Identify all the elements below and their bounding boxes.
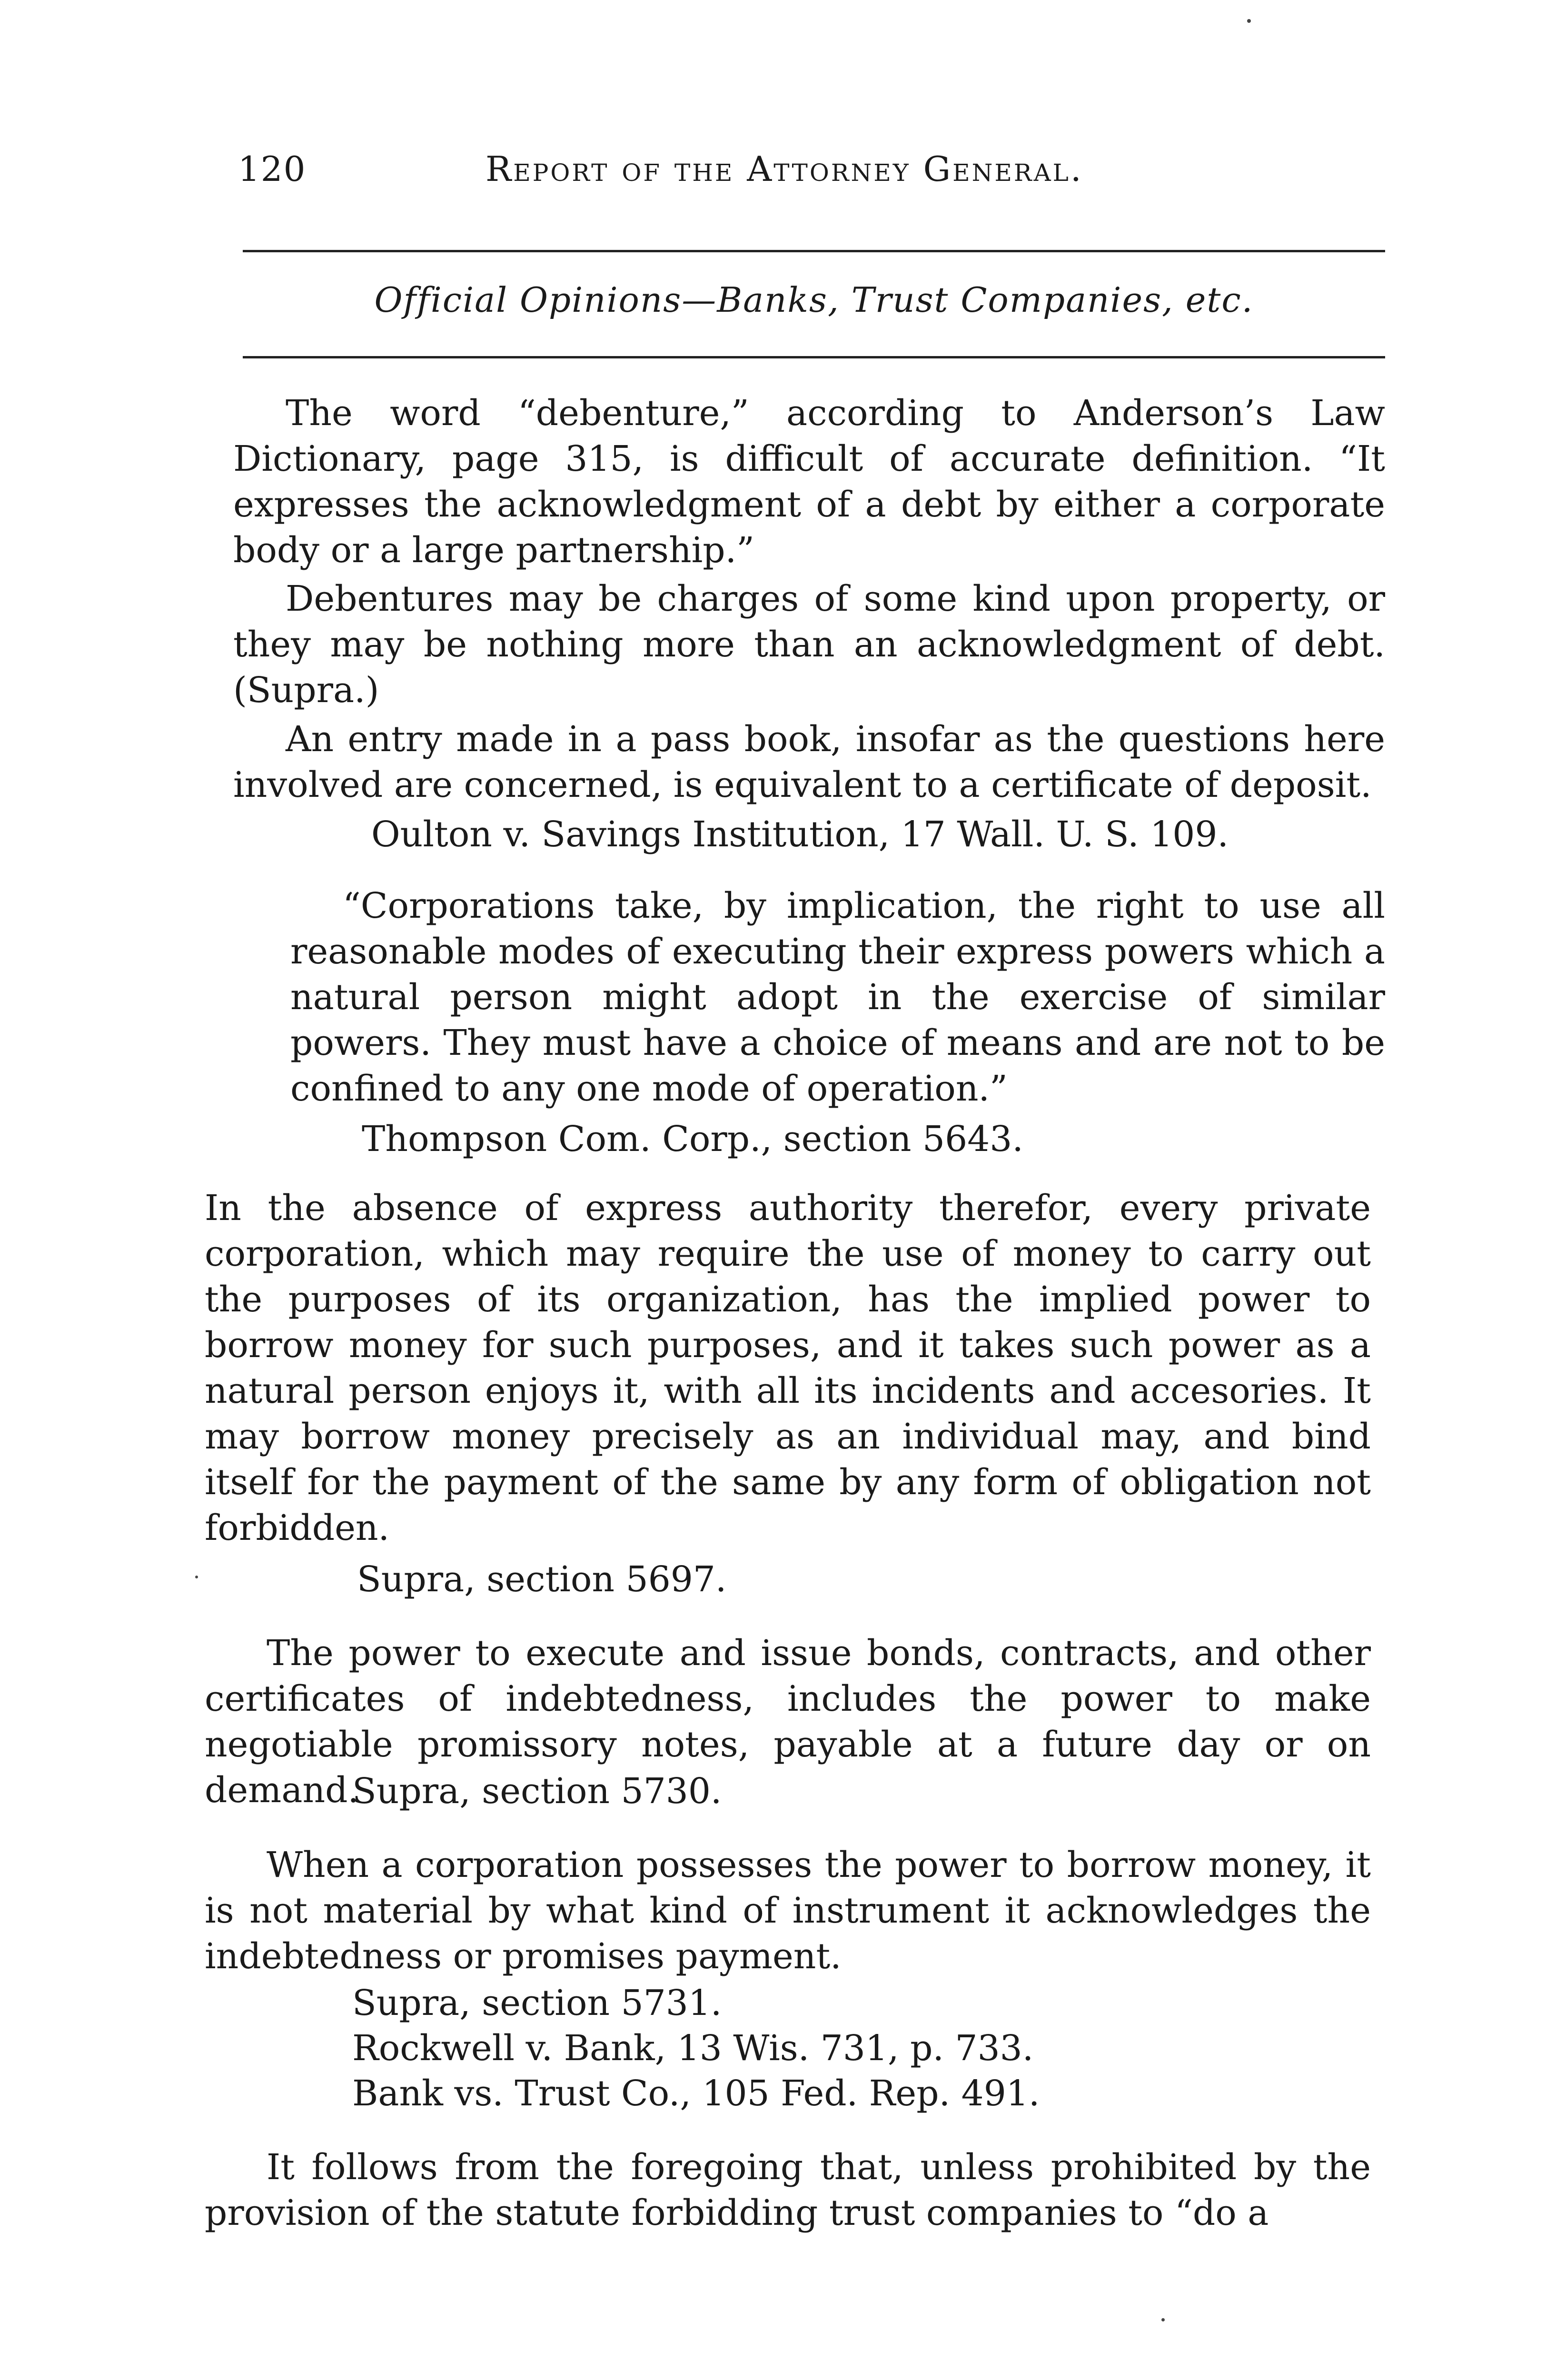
running-head: Report of the Attorney General. [486, 149, 1083, 189]
page-number: 120 [238, 149, 307, 189]
paragraph-follows-foregoing: It follows from the foregoing that, unless prohibited by the provision of the statute forbidding trust companies to “do a [205, 2147, 1371, 2233]
section-heading: Official Opinions—Banks, Trust Companies, etc. [374, 280, 1254, 320]
citation-supra-5730: Supra, section 5730. [352, 1771, 722, 1812]
paragraph-debenture-definition: The word “debenture,” according to Anderson’s Law Dictionary, page 315, is difficult of accurate definition. “It expresses the acknowledgment of a debt by either a corporate body or a large partnership.” [233, 393, 1385, 571]
scan-speck [195, 1576, 198, 1578]
scan-speck [1247, 19, 1251, 23]
paragraph-debentures-charges: Debentures may be charges of some kind upon property, or they may be nothing more than an acknowledgment of debt. (Supra.) [233, 578, 1385, 711]
paragraph-power-issue-bonds: The power to execute and issue bonds, contracts, and other certificates of indebtedness, includes the power to make negotiable promissory notes, payable at a future day or on demand. [205, 1633, 1371, 1811]
paragraph-implied-power-borrow: In the absence of express authority therefor, every private corporation, which may require the use of money to carry out the purposes of its organization, has the implied power to borrow money for such purposes, and it takes such power as a natural person enjoys it, with all its incidents and accesories. It may borrow money precisely as an individual may, and bind itself for the payment of the same by any form of obligation not forbidden. [205, 1188, 1371, 1548]
citation-supra-5731: Supra, section 5731. [352, 1983, 722, 2023]
header-rule-top [243, 250, 1385, 252]
citation-rockwell: Rockwell v. Bank, 13 Wis. 731, p. 733. [352, 2028, 1034, 2069]
citation-supra-5697: Supra, section 5697. [357, 1559, 727, 1600]
scan-speck [1161, 2318, 1165, 2321]
citation-thompson: Thompson Com. Corp., section 5643. [362, 1119, 1023, 1160]
quote-corporations-implication: “Corporations take, by implication, the right to use all reasonable modes of executing their express powers which a natural person might adopt in the exercise of similar powers. They must have a choice of means and are not to be confined to any one mode of operation.” [290, 885, 1385, 1109]
page-header [238, 143, 1390, 195]
paragraph-instrument-not-material: When a corporation possesses the power to borrow money, it is not material by what kind of instrument it acknowledges the indebtedness or promises payment. [205, 1844, 1371, 1977]
citation-bank-trust: Bank vs. Trust Co., 105 Fed. Rep. 491. [352, 2073, 1040, 2114]
paragraph-pass-book-entry: An entry made in a pass book, insofar as the questions here involved are concerned, is equivalent to a certificate of deposit. [233, 719, 1385, 805]
citation-oulton: Oulton v. Savings Institution, 17 Wall. U. S. 109. [371, 814, 1229, 855]
header-rule-bottom [243, 356, 1385, 358]
